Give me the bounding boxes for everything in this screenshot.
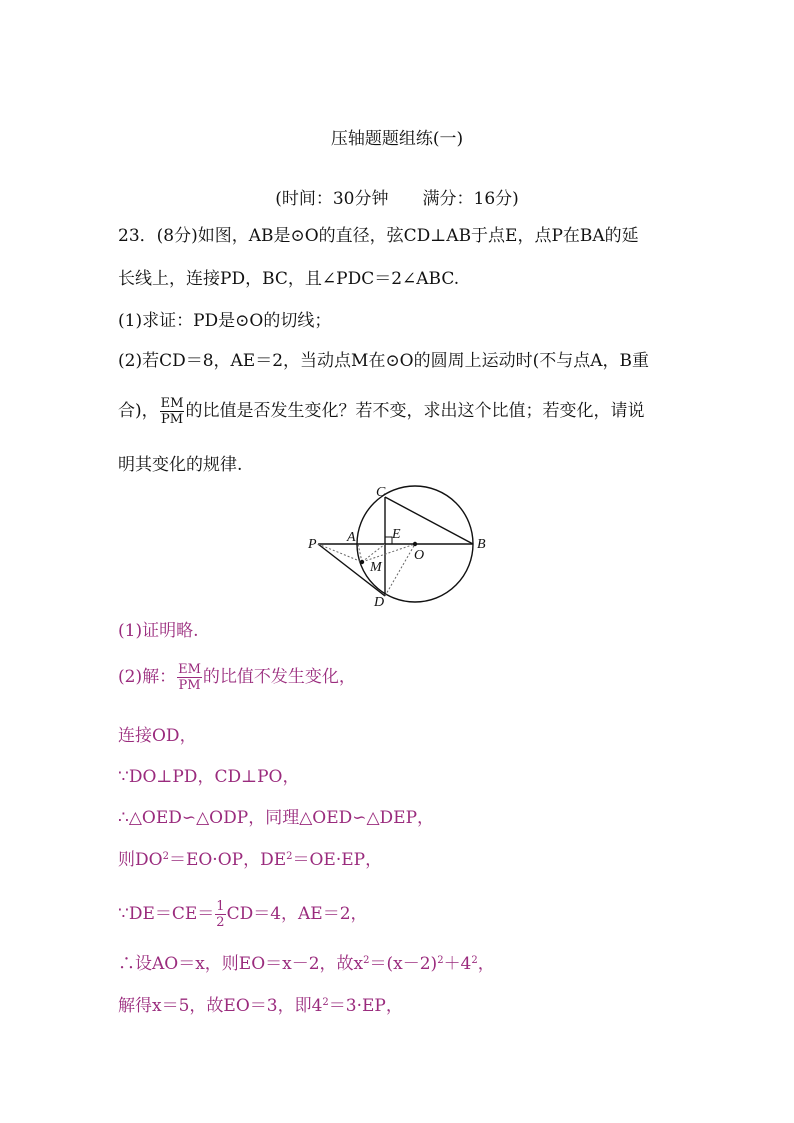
half-numerator: 1 xyxy=(216,899,225,914)
label-o: O xyxy=(414,548,425,563)
answer-ratio xyxy=(177,662,202,693)
answer-line-7-pre: ∵DE＝CE＝ xyxy=(118,904,215,924)
superscript: 2 xyxy=(471,955,478,966)
one-half-fraction xyxy=(215,899,225,930)
answer-line-8-d: ， xyxy=(477,954,495,974)
answer-line-9 xyxy=(118,996,403,1016)
dashed-helpers xyxy=(318,544,415,596)
problem-line-4: (2)若CD＝8，AE＝2，当动点M在⊙O的圆周上运动时(不与点A，B重 xyxy=(118,351,650,371)
answer-line-2-post: 的比值不发生变化， xyxy=(202,667,356,687)
answer-line-1: (1)证明略. xyxy=(118,621,199,641)
right-angle-mark xyxy=(385,537,392,544)
problem-line-1: 23．(8分)如图，AB是⊙O的直径，弦CD⊥AB于点E，点P在BA的延 xyxy=(118,226,639,246)
answer-line-6 xyxy=(118,850,382,870)
label-d: D xyxy=(374,595,385,610)
answer-line-8-c: ＋4 xyxy=(443,954,472,974)
page-subtitle: (时间：30分钟 满分：16分) xyxy=(275,189,519,209)
label-c: C xyxy=(376,485,386,500)
superscript: 2 xyxy=(437,955,444,966)
problem-line-6: 明其变化的规律. xyxy=(118,455,243,475)
point-o xyxy=(413,542,417,546)
answer-ratio-denominator: PM xyxy=(178,678,201,693)
answer-ratio-numerator: EM xyxy=(178,662,201,677)
superscript: 2 xyxy=(363,955,370,966)
answer-line-2 xyxy=(118,662,356,693)
answer-line-6-b: ＝EO·OP，DE xyxy=(168,850,287,870)
page-title: 压轴题题组练(一) xyxy=(330,129,464,149)
answer-line-7-post: CD＝4，AE＝2， xyxy=(226,904,368,924)
answer-line-6-a: 则DO xyxy=(118,850,163,870)
label-m: M xyxy=(370,560,382,575)
label-b: B xyxy=(477,537,486,552)
answer-line-7 xyxy=(118,899,368,930)
answer-line-9-b: ＝3·EP， xyxy=(328,996,403,1016)
answer-line-3: 连接OD， xyxy=(118,726,197,746)
answer-line-8-b: ＝(x－2) xyxy=(369,954,438,974)
answer-line-8 xyxy=(118,954,495,974)
superscript: 2 xyxy=(162,851,169,862)
ratio-denominator: PM xyxy=(161,412,184,427)
label-e: E xyxy=(392,527,401,542)
problem-line-3: (1)求证：PD是⊙O的切线； xyxy=(118,311,332,331)
answer-line-6-c: ＝OE·EP， xyxy=(292,850,383,870)
label-p: P xyxy=(308,537,317,552)
problem-line-2: 长线上，连接PD，BC，且∠PDC＝2∠ABC. xyxy=(118,269,460,289)
half-denominator: 2 xyxy=(216,915,225,930)
problem-line-5 xyxy=(118,396,644,427)
superscript: 2 xyxy=(322,997,329,1008)
ratio-em-pm xyxy=(160,396,185,427)
answer-line-8-a: ∴设AO＝x，则EO＝x－2，故x xyxy=(118,954,364,974)
problem-line-5-post: 的比值是否发生变化？若不变，求出这个比值；若变化，请说 xyxy=(185,401,645,421)
answer-line-9-a: 解得x＝5，故EO＝3，即4 xyxy=(118,996,323,1016)
geometry-figure xyxy=(300,480,500,610)
point-m xyxy=(360,560,364,564)
problem-line-5-pre: 合)， xyxy=(118,401,159,421)
answer-line-5: ∴△OED∽△ODP，同理△OED∽△DEP， xyxy=(118,808,435,828)
label-a: A xyxy=(347,530,356,545)
answer-line-4: ∵DO⊥PD，CD⊥PO， xyxy=(118,767,300,787)
answer-line-2-pre: (2)解： xyxy=(118,667,177,687)
ratio-numerator: EM xyxy=(160,396,184,411)
superscript: 2 xyxy=(286,851,293,862)
